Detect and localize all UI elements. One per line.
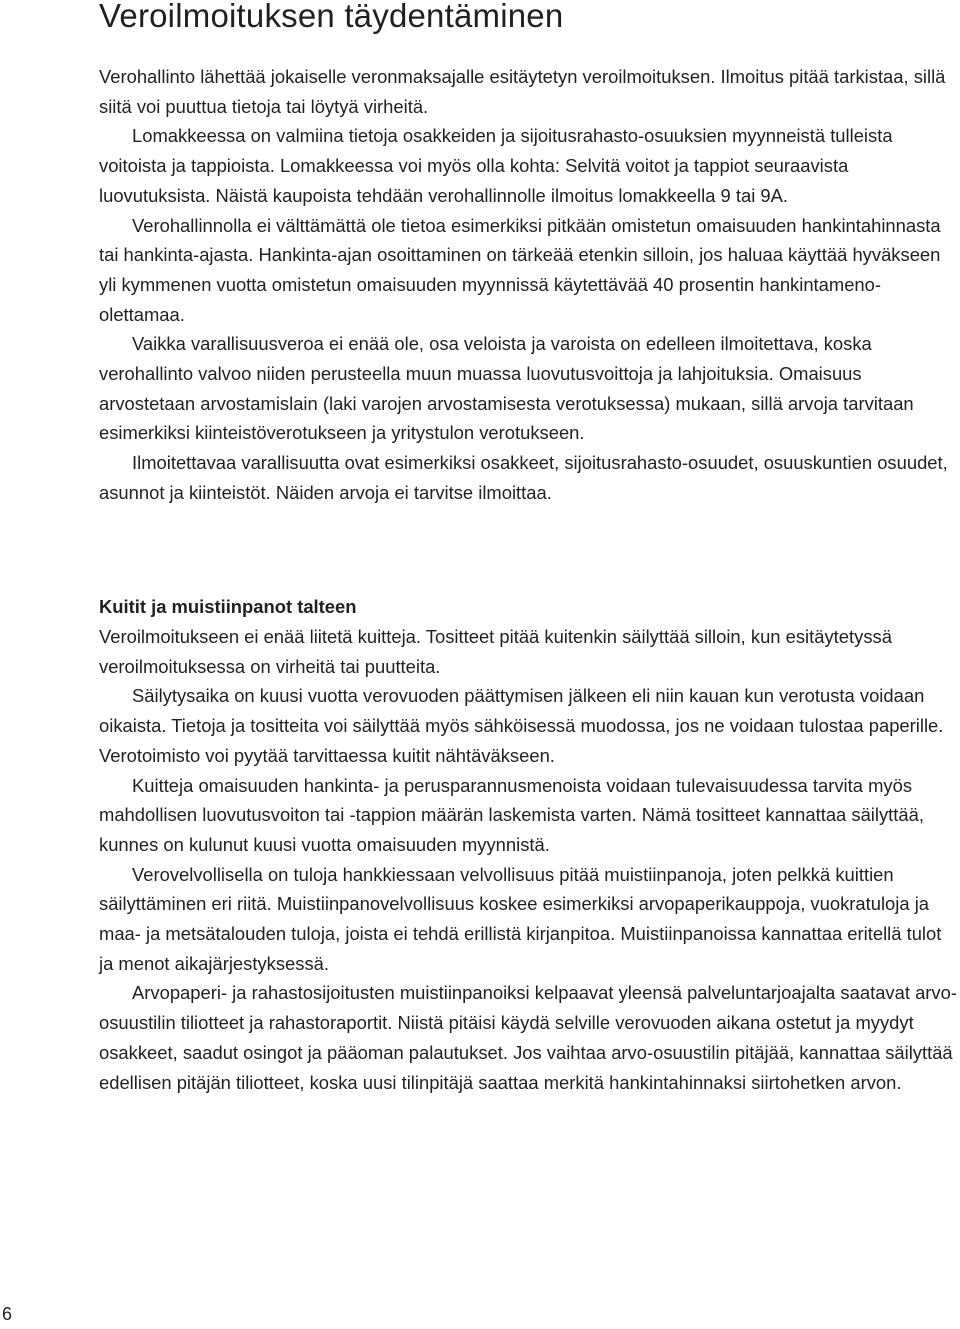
intro-paragraph: Verohallinto lähettää jokaiselle veronmaksajalle esitäytetyn veroilmoituksen. Ilmoitus pitää tarkistaa, sillä siitä voi puuttua tietoja tai löytyä virheitä.	[99, 66, 946, 117]
receipts-section	[99, 592, 959, 1097]
intro-paragraph: Ilmoitettavaa varallisuutta ovat esimerkiksi osakkeet, sijoitusrahasto-osuudet, osuuskuntien osuudet, asunnot ja kiinteistöt. Näiden arvoja ei tarvitse ilmoittaa.	[99, 452, 948, 503]
section-paragraph: Verovelvollisella on tuloja hankkiessaan velvollisuus pitää muistiinpanoja, joten pelkkä kuittien säilyttäminen eri riitä. Muistiinpanovelvollisuus koskee esimerkiksi arvopaperikauppoja, vuokratuloja ja maa- ja metsätalouden tuloja, joista ei tehdä erillistä kirjanpitoa. Muistiinpanoissa kannattaa eritellä tulot ja menot aikajärjestyksessä.	[99, 863, 942, 974]
section-paragraph: Kuitteja omaisuuden hankinta- ja perusparannusmenoista voidaan tulevaisuudessa tarvita myös mahdollisen luovutusvoiton tai -tappion määrän laskemista varten. Nämä tositteet kannattaa säilyttää, kunnes on kulunut kuusi vuotta omaisuuden myynnistä.	[99, 774, 924, 855]
page-number: 6	[1, 1304, 12, 1324]
page-title: Veroilmoituksen täydentäminen	[99, 0, 564, 34]
intro-paragraph: Verohallinnolla ei välttämättä ole tietoa esimerkiksi pitkään omistetun omaisuuden hankintahinnasta tai hankinta-ajasta. Hankinta-ajan osoittaminen on tärkeää etenkin silloin, jos haluaa käyttää hyväkseen yli kymmenen vuotta omistetun omaisuuden myynnissä käytettävää 40 prosentin hankintameno-olettamaa.	[99, 214, 941, 325]
section-paragraph: Säilytysaika on kuusi vuotta verovuoden päättymisen jälkeen eli niin kauan kun verotusta voidaan oikaista. Tietoja ja tositteita voi säilyttää myös sähköisessä muodossa, jos ne voidaan tulostaa paperille. Verotoimisto voi pyytää tarvittaessa kuitit nähtäväkseen.	[99, 685, 944, 766]
intro-paragraph: Lomakkeessa on valmiina tietoja osakkeiden ja sijoitusrahasto-osuuksien myynneistä tulleista voitoista ja tappioista. Lomakkeessa voi myös olla kohta: Selvitä voitot ja tappiot seuraavista luovutuksista. Näistä kaupoista tehdään verohallinnolle ilmoitus lomakkeella 9 tai 9A.	[99, 125, 893, 206]
section-heading: Kuitit ja muistiinpanot talteen	[99, 596, 357, 617]
section-paragraph: Veroilmoitukseen ei enää liitetä kuitteja. Tositteet pitää kuitenkin säilyttää silloin, kun esitäytetyssä veroilmoituksessa on virheitä tai puutteita.	[99, 626, 892, 677]
intro-paragraph: Vaikka varallisuusveroa ei enää ole, osa veloista ja varoista on edelleen ilmoitettava, koska verohallinto valvoo niiden perusteella muun muassa luovutusvoittoja ja lahjoituksia. Omaisuus arvostetaan arvostamislain (laki varojen arvostamisesta verotuksessa) mukaan, sillä arvoja tarvitaan esimerkiksi kiinteistöverotukseen ja yritystulon verotukseen.	[99, 333, 914, 444]
intro-section	[99, 62, 959, 508]
section-paragraph: Arvopaperi- ja rahastosijoitusten muistiinpanoiksi kelpaavat yleensä palveluntarjoajalta saatavat arvo-osuustilin tiliotteet ja rahastoraportit. Niistä pitäisi käydä selville verovuoden aikana ostetut ja myydyt osakkeet, saadut osingot ja pääoman palautukset. Jos vaihtaa arvo-osuustilin pitäjää, kannattaa säilyttää edellisen pitäjän tiliotteet, koska uusi tilinpitäjä saattaa merkitä hankintahinnaksi siirtohetken arvon.	[99, 982, 957, 1093]
